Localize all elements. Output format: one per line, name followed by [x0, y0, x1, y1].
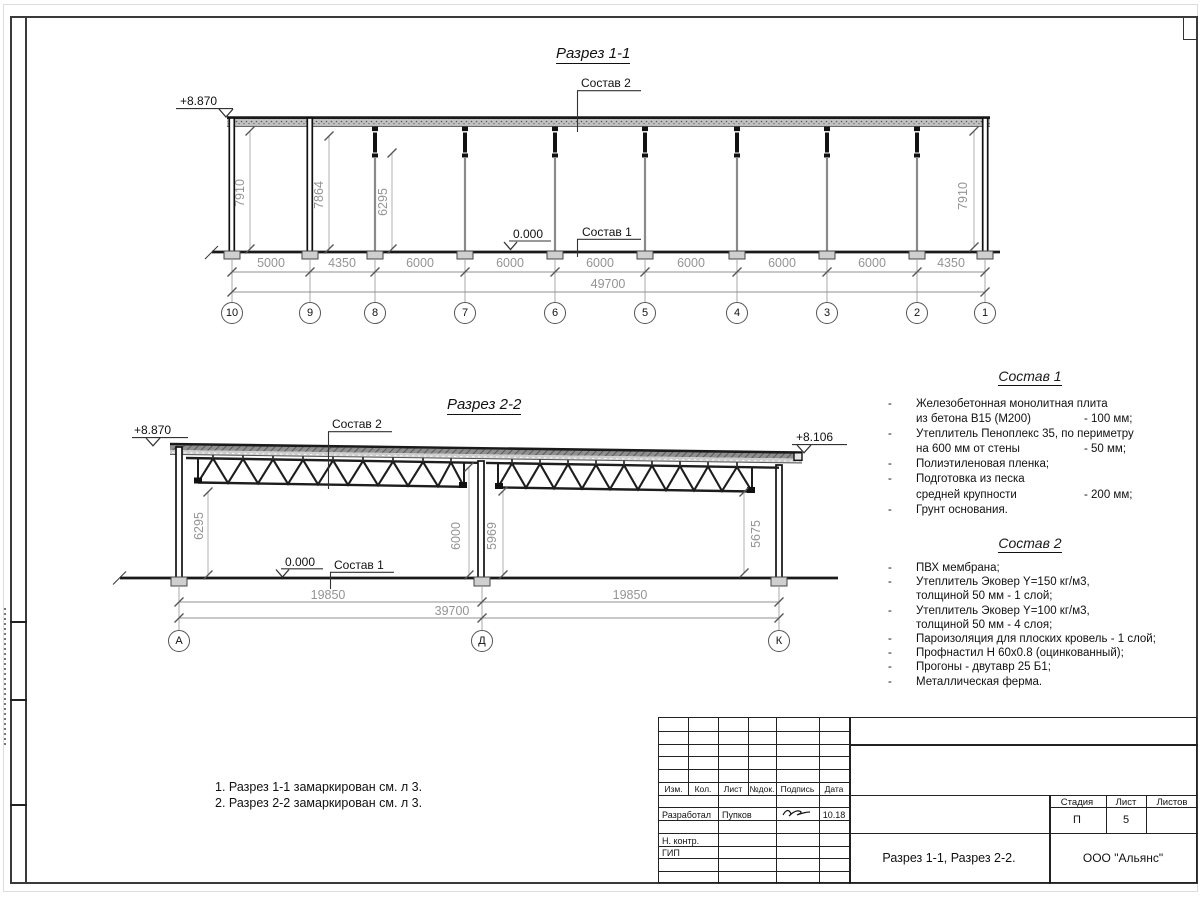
axis-bubble: 3 — [816, 302, 838, 324]
list-item: - Подготовка из песка — [888, 473, 1025, 486]
dim-label: 5000 — [257, 256, 285, 270]
stamp-stage-value: П — [1073, 814, 1081, 826]
section2-callout-sostav1: Состав 1 — [334, 558, 384, 572]
stamp-gip-label: ГИП — [662, 848, 680, 858]
dim-label: 4350 — [328, 256, 356, 270]
composition1-list — [888, 397, 1198, 518]
margin-box-divider — [10, 699, 27, 701]
axis-bubble: 5 — [634, 302, 656, 324]
frame-left-outer — [10, 16, 12, 884]
list-item: - Грунт основания. — [888, 503, 1008, 516]
left-margin-caption — [4, 608, 6, 746]
stamp-stage-label: Стадия — [1060, 797, 1094, 808]
section2-title: Разрез 2-2 — [447, 396, 522, 413]
vdim-label: 6000 — [449, 522, 463, 550]
title-block — [658, 717, 1197, 883]
list-item: - Полиэтиленовая пленка; — [888, 458, 1050, 471]
stamp-developed-name: Пупков — [722, 810, 752, 820]
list-item: из бетона В15 (М200) - 100 мм; — [916, 413, 1133, 426]
note-line: 2. Разрез 2-2 замаркирован см. л 3. — [215, 796, 423, 810]
dim-total-label: 39700 — [434, 604, 470, 618]
list-item: средней крупности - 200 мм; — [916, 488, 1133, 501]
section2-elevation-right: +8.106 — [796, 430, 834, 444]
axis-bubble: 1 — [974, 302, 996, 324]
margin-box-divider — [10, 621, 27, 623]
axis-bubble: К — [768, 630, 790, 652]
axis-bubble: Д — [471, 630, 493, 652]
section1-title: Разрез 1-1 — [556, 45, 631, 62]
list-item: - Утеплитель Эковер Y=100 кг/м3, — [888, 604, 1090, 617]
list-item: - Металлическая ферма. — [888, 675, 1043, 688]
dim-label: 19850 — [612, 588, 648, 602]
vdim-label: 7910 — [956, 182, 970, 210]
dim-total-label: 49700 — [590, 277, 626, 291]
list-item: - Утеплитель Эковер Y=150 кг/м3, — [888, 576, 1090, 589]
section1-callout-sostav1: Состав 1 — [582, 225, 632, 239]
stamp-lists-label: Листов — [1156, 797, 1188, 808]
margin-box-divider — [10, 804, 27, 806]
list-item: - Железобетонная монолитная плита — [888, 398, 1108, 410]
section2-dimension-lines — [179, 587, 779, 630]
axis-bubble: А — [168, 630, 190, 652]
section1-elevation-left: +8.870 — [180, 94, 218, 108]
frame-top — [10, 16, 1198, 18]
stamp-developed-date: 10.18 — [822, 810, 846, 820]
section1-callout-sostav2: Состав 2 — [581, 76, 631, 90]
axis-bubble: 2 — [906, 302, 928, 324]
list-item: - Утеплитель Пеноплекс 35, по периметру — [888, 428, 1134, 441]
stamp-list-label: Лист — [1115, 797, 1137, 808]
composition2-title: Состав 2 — [998, 535, 1062, 551]
stamp-col-list: Лист — [723, 783, 743, 794]
vdim-label: 7864 — [312, 181, 326, 209]
dim-label: 6000 — [858, 256, 886, 270]
axis-bubble: 9 — [299, 302, 321, 324]
section1-posts — [372, 127, 920, 251]
dim-label: 6000 — [677, 256, 705, 270]
dim-label: 6000 — [406, 256, 434, 270]
section2-elevation-left: +8.870 — [134, 423, 172, 437]
stamp-developed-label: Разработал — [662, 810, 711, 820]
frame-left-inner — [25, 16, 27, 884]
dim-label: 6000 — [768, 256, 796, 270]
section1-callout-leaders — [176, 91, 641, 257]
vdim-label: 6295 — [192, 512, 206, 540]
top-right-box — [1183, 18, 1198, 40]
list-item: толщиной 50 мм - 1 слой; — [916, 590, 1053, 603]
stamp-col-date: Дата — [824, 783, 844, 794]
section2-truss-left — [186, 458, 478, 487]
dim-label: 6000 — [586, 256, 614, 270]
axis-bubble: 4 — [726, 302, 748, 324]
list-item: - Профнастил Н 60х0.8 (оцинкованный); — [888, 647, 1124, 660]
list-item: - ПВХ мембрана; — [888, 562, 1000, 574]
stamp-ncontrol-label: Н. контр. — [662, 835, 700, 846]
axis-bubble: 6 — [544, 302, 566, 324]
section2-truss-right — [486, 463, 779, 492]
dim-label: 19850 — [310, 588, 346, 602]
axis-bubble: 10 — [221, 302, 243, 324]
section1-roof — [227, 118, 990, 127]
section2-callout-sostav2: Состав 2 — [332, 417, 382, 431]
dim-label: 6000 — [496, 256, 524, 270]
vdim-label: 5675 — [749, 520, 763, 548]
note-line: 1. Разрез 1-1 замаркирован см. л 3. — [215, 780, 423, 794]
section2-elevation-zero: 0.000 — [285, 555, 316, 569]
section1-elevation-zero: 0.000 — [513, 227, 544, 241]
section2-dimension-ticks — [175, 598, 784, 623]
stamp-col-kol: Кол. — [694, 783, 712, 794]
list-item: толщиной 50 мм - 4 слоя; — [916, 618, 1053, 631]
vdim-label: 7910 — [233, 179, 247, 207]
dim-label: 4350 — [937, 256, 965, 270]
stamp-col-sign: Подпись — [780, 783, 815, 794]
stamp-doc-title: Разрез 1-1, Разрез 2-2. — [882, 851, 1016, 865]
axis-bubble: 7 — [454, 302, 476, 324]
axis-bubble: 8 — [364, 302, 386, 324]
stamp-company: ООО "Альянс" — [1082, 851, 1164, 865]
vdim-label: 6295 — [376, 188, 390, 216]
list-item: на 600 мм от стены - 50 мм; — [916, 443, 1127, 456]
list-item: - Прогоны - двутавр 25 Б1; — [888, 661, 1051, 674]
vdim-label: 5969 — [485, 522, 499, 550]
list-item: - Пароизоляция для плоских кровель - 1 слой; — [888, 632, 1156, 645]
stamp-list-value: 5 — [1122, 814, 1130, 826]
composition1-title: Состав 1 — [998, 368, 1062, 384]
composition2-list — [888, 561, 1198, 689]
stamp-col-izm: Изм. — [664, 783, 683, 794]
stamp-col-doc: №док. — [749, 783, 775, 794]
